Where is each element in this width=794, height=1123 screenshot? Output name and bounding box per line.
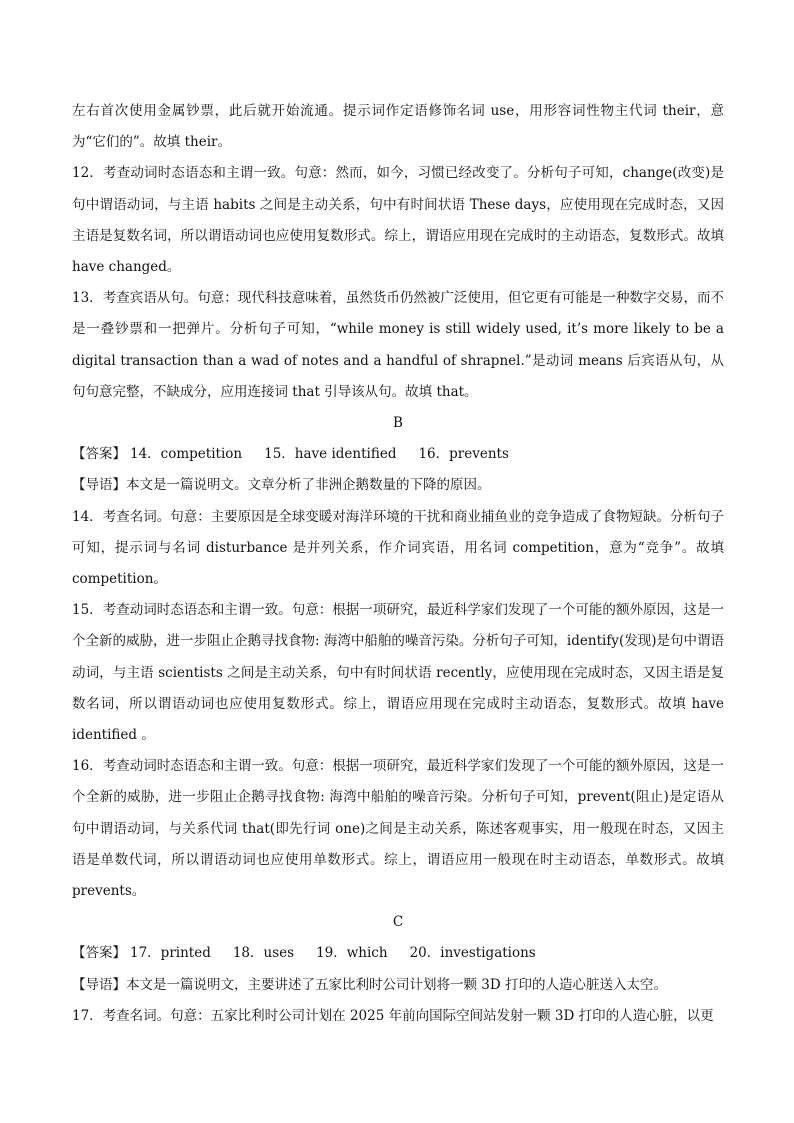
section-c-heading: C: [392, 914, 404, 931]
explanation-12: 12．考查动词时态语态和主谓一致。句意：然而，如今，习惯已经改变了。分析句子可知，change(改变)是句中谓语动词，与主语 habits 之间是主动关系，句中有时间状语 These days，应使用现在完成时态，又因主语是复数名词，所以谓语动词也应使用复数形式。综上，谓语应用现在完成时的主动语态，复数形式。故填 have changed。: [72, 165, 724, 276]
answer-16: 16．prevents: [418, 446, 509, 463]
answer-20: 20．investigations: [409, 945, 536, 962]
explanation-17: 17．考查名词。句意：五家比利时公司计划在 2025 年前向国际空间站发射一颗 3D 打印的人造心脏，以更: [72, 1007, 714, 1024]
section-b-heading: B: [393, 415, 403, 432]
answer-label: 【答案】: [72, 446, 126, 463]
explanation-15: 15．考查动词时态语态和主谓一致。句意：根据一项研究，最近科学家们发现了一个可能的额外原因，这是一个全新的威胁，进一步阻止企鹅寻找食物: 海湾中船舶的噪音污染。分析句子可知，identify(发现)是句中谓语动词，与主语 scientists 之间是主动关系，句中有时间状语 recently，应使用现在完成时态，又因主语是复数名词，所以谓语动词也应使用复数形式。综上，谓语应用现在完成时主动语态，复数形式。故填 have identified 。: [72, 602, 724, 744]
answer-15: 15．have identified: [264, 446, 397, 463]
document-page: [72, 96, 724, 1032]
answer-18: 18．uses: [232, 945, 295, 962]
answer-14: 14．competition: [130, 446, 243, 463]
answer-label: 【答案】: [72, 945, 126, 962]
paragraph-continuation: 左右首次使用金属钞票，此后就开始流通。提示词作定语修饰名词 use，用形容词性物主代词 their，意为“它们的”。故填 their。: [72, 103, 724, 151]
section-b-answers: [72, 439, 724, 470]
answer-17: 17．printed: [130, 945, 211, 962]
explanation-16: 16．考查动词时态语态和主谓一致。句意：根据一项研究，最近科学家们发现了一个可能的额外原因，这是一个全新的威胁，进一步阻止企鹅寻找食物: 海湾中船舶的噪音污染。分析句子可知，prevent(阻止)是定语从句中谓语动词，与关系代词 that(即先行词 one)之间是主动关系，陈述客观事实，用一般现在时态，又因主语是单数代词，所以谓语动词也应使用单数形式。综上，谓语应用一般现在时主动语态，单数形式。故填 prevents。: [72, 758, 724, 900]
answer-19: 19．which: [316, 945, 388, 962]
explanation-13: 13．考查宾语从句。句意：现代科技意味着，虽然货币仍然被广泛使用，但它更有可能是一种数字交易，而不是一叠钞票和一把弹片。分析句子可知，“while money is still widely used, it’s more likely to be a digital transaction than a wad of notes and a handful of shrapnel.”是动词 means 后宾语从句，从句句意完整，不缺成分，应用连接词 that 引导该从句。故填 that。: [72, 290, 724, 400]
explanation-14: 14．考查名词。句意：主要原因是全球变暖对海洋环境的干扰和商业捕鱼业的竞争造成了食物短缺。分析句子可知，提示词与名词 disturbance 是并列关系，作介词宾语，用名词 competition，意为“竞争”。故填 competition。: [72, 508, 724, 588]
section-c-answers: [72, 938, 724, 969]
section-c-guide: 【导语】本文是一篇说明文，主要讲述了五家比利时公司计划将一颗 3D 打印的人造心脏送入太空。: [72, 976, 667, 993]
section-b-guide: 【导语】本文是一篇说明文。文章分析了非洲企鹅数量的下降的原因。: [72, 477, 491, 494]
